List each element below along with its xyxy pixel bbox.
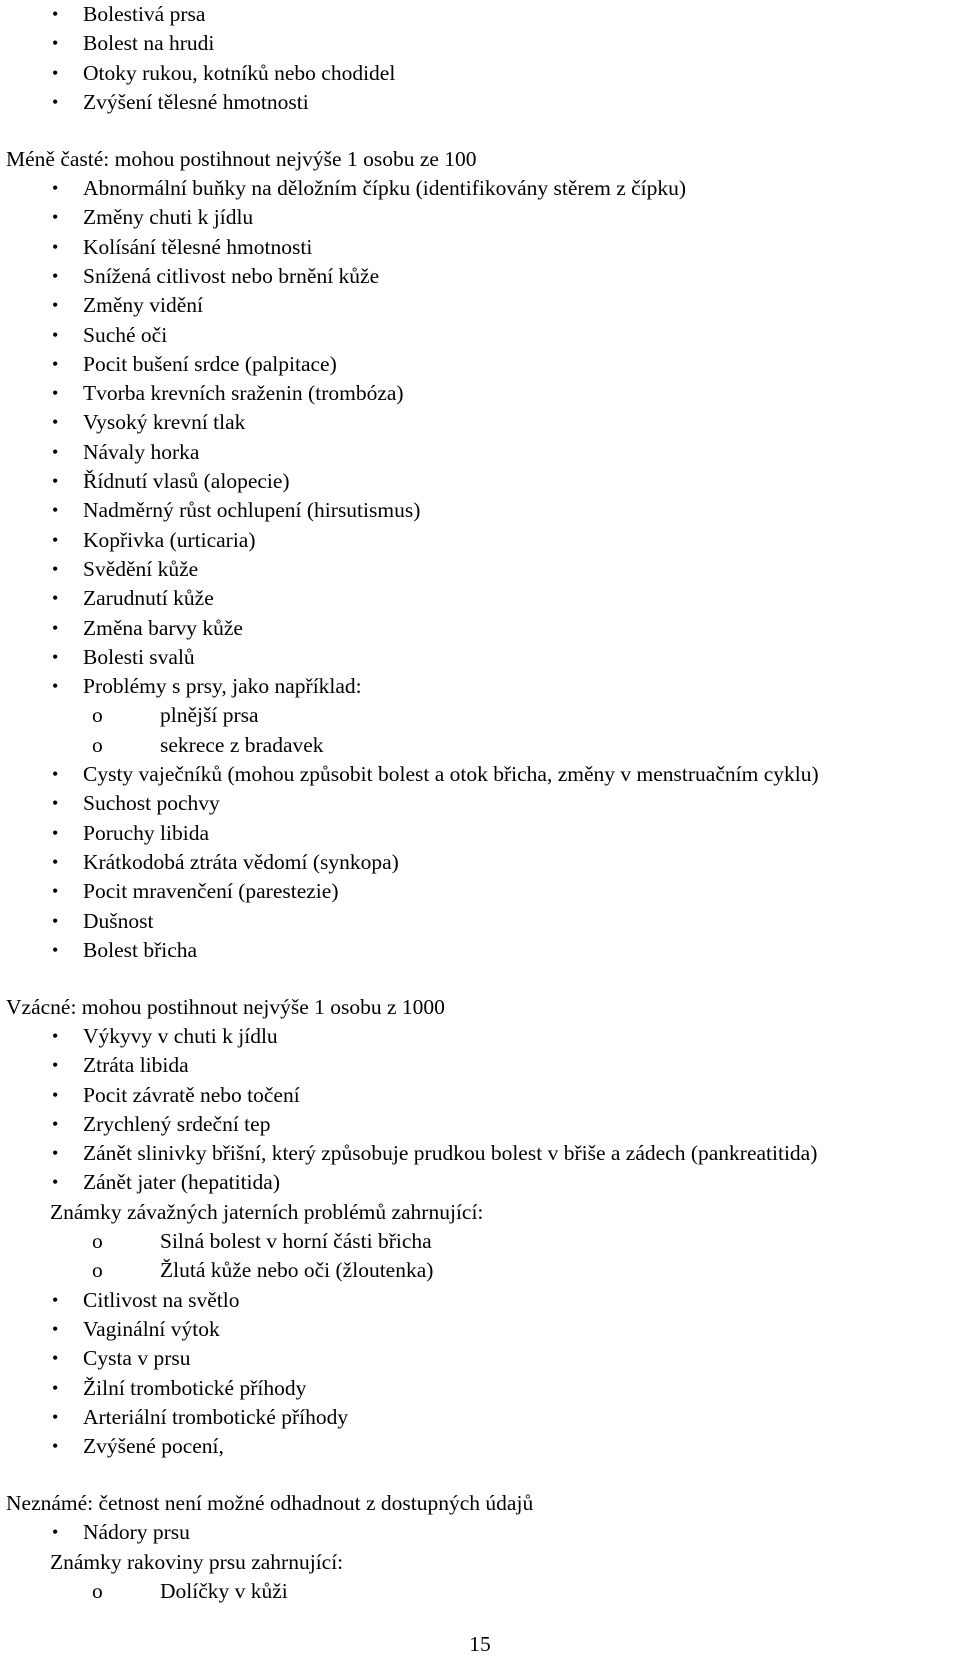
sub-list-item: Silná bolest v horní části břicha xyxy=(160,1229,432,1253)
list-item: • Arteriální trombotické příhody xyxy=(83,1403,348,1432)
page-number: 15 xyxy=(469,1632,491,1656)
sub-bullet-marker: o xyxy=(92,1229,103,1253)
list-item: • Suché oči xyxy=(83,321,167,350)
sub-list-item: sekrece z bradavek xyxy=(160,732,324,757)
sub-bullet-marker: o xyxy=(92,703,103,728)
list-item: • Pocit mravenčení (parestezie) xyxy=(83,877,338,906)
list-item: • Zánět jater (hepatitida) xyxy=(83,1168,280,1197)
list-item: • Změny chuti k jídlu xyxy=(83,203,253,232)
section-heading: Méně časté: mohou postihnout nejvýše 1 osobu ze 100 xyxy=(6,146,477,171)
sub-list-item: Žlutá kůže nebo oči (žloutenka) xyxy=(160,1258,434,1283)
list-note: Známky závažných jaterních problémů zahrnující: xyxy=(50,1199,484,1224)
list-item: • Dušnost xyxy=(83,907,153,936)
sub-bullet-marker: o xyxy=(92,1578,103,1603)
list-item: • Tvorba krevních sraženin (trombóza) xyxy=(83,379,404,408)
list-item: • Kolísání tělesné hmotnosti xyxy=(83,233,312,262)
list-item: • Citlivost na světlo xyxy=(83,1286,239,1315)
list-item: • Problémy s prsy, jako například: xyxy=(83,672,362,701)
list-item: • Ztráta libida xyxy=(83,1051,189,1080)
list-item: • Zrychlený srdeční tep xyxy=(83,1110,270,1139)
section-heading: Vzácné: mohou postihnout nejvýše 1 osobu z 1000 xyxy=(6,994,445,1019)
list-item: • Změny vidění xyxy=(83,291,203,320)
section-heading: Neznámé: četnost není možné odhadnout z dostupných údajů xyxy=(6,1490,534,1515)
list-item: • Řídnutí vlasů (alopecie) xyxy=(83,467,290,496)
list-item: • Krátkodobá ztráta vědomí (synkopa) xyxy=(83,848,399,877)
list-item: • Poruchy libida xyxy=(83,819,209,848)
list-item: • Výkyvy v chuti k jídlu xyxy=(83,1022,278,1051)
list-item: • Zvýšení tělesné hmotnosti xyxy=(83,88,309,117)
list-item: • Bolest na hrudi xyxy=(83,29,214,58)
list-item: • Změna barvy kůže xyxy=(83,614,243,643)
list-item: • Pocit bušení srdce (palpitace) xyxy=(83,350,337,379)
list-item: • Zvýšené pocení, xyxy=(83,1432,224,1461)
list-item: • Zarudnutí kůže xyxy=(83,584,214,613)
list-item: • Nadměrný růst ochlupení (hirsutismus) xyxy=(83,496,420,525)
list-item: • Návaly horka xyxy=(83,438,199,467)
list-item: • Bolestivá prsa xyxy=(83,0,205,29)
list-item: • Žilní trombotické příhody xyxy=(83,1374,306,1403)
list-item: • Zánět slinivky břišní, který způsobuje prudkou bolest v břiše a zádech (pankreatitida) xyxy=(83,1139,817,1168)
list-item: • Abnormální buňky na děložním čípku (identifikovány stěrem z čípku) xyxy=(83,174,686,203)
list-note: Známky rakoviny prsu zahrnující: xyxy=(50,1549,344,1574)
list-item: • Cysty vaječníků (mohou způsobit bolest a otok břicha, změny v menstruačním cyklu) xyxy=(83,760,819,789)
list-item: • Pocit závratě nebo točení xyxy=(83,1081,300,1110)
list-item: • Vaginální výtok xyxy=(83,1315,220,1344)
list-item: • Bolest břicha xyxy=(83,936,197,965)
list-item: • Otoky rukou, kotníků nebo chodidel xyxy=(83,59,395,88)
sub-list-item: Dolíčky v kůži xyxy=(160,1578,288,1603)
list-item: • Bolesti svalů xyxy=(83,643,195,672)
sub-bullet-marker: o xyxy=(92,732,103,757)
list-item: • Suchost pochvy xyxy=(83,789,220,818)
list-item: • Nádory prsu xyxy=(83,1518,190,1547)
list-item: • Svědění kůže xyxy=(83,555,198,584)
list-item: • Snížená citlivost nebo brnění kůže xyxy=(83,262,379,291)
list-item: • Vysoký krevní tlak xyxy=(83,408,245,437)
list-item: • Kopřivka (urticaria) xyxy=(83,526,256,555)
sub-list-item: plnější prsa xyxy=(160,703,259,728)
list-item: • Cysta v prsu xyxy=(83,1344,191,1373)
sub-bullet-marker: o xyxy=(92,1258,103,1283)
